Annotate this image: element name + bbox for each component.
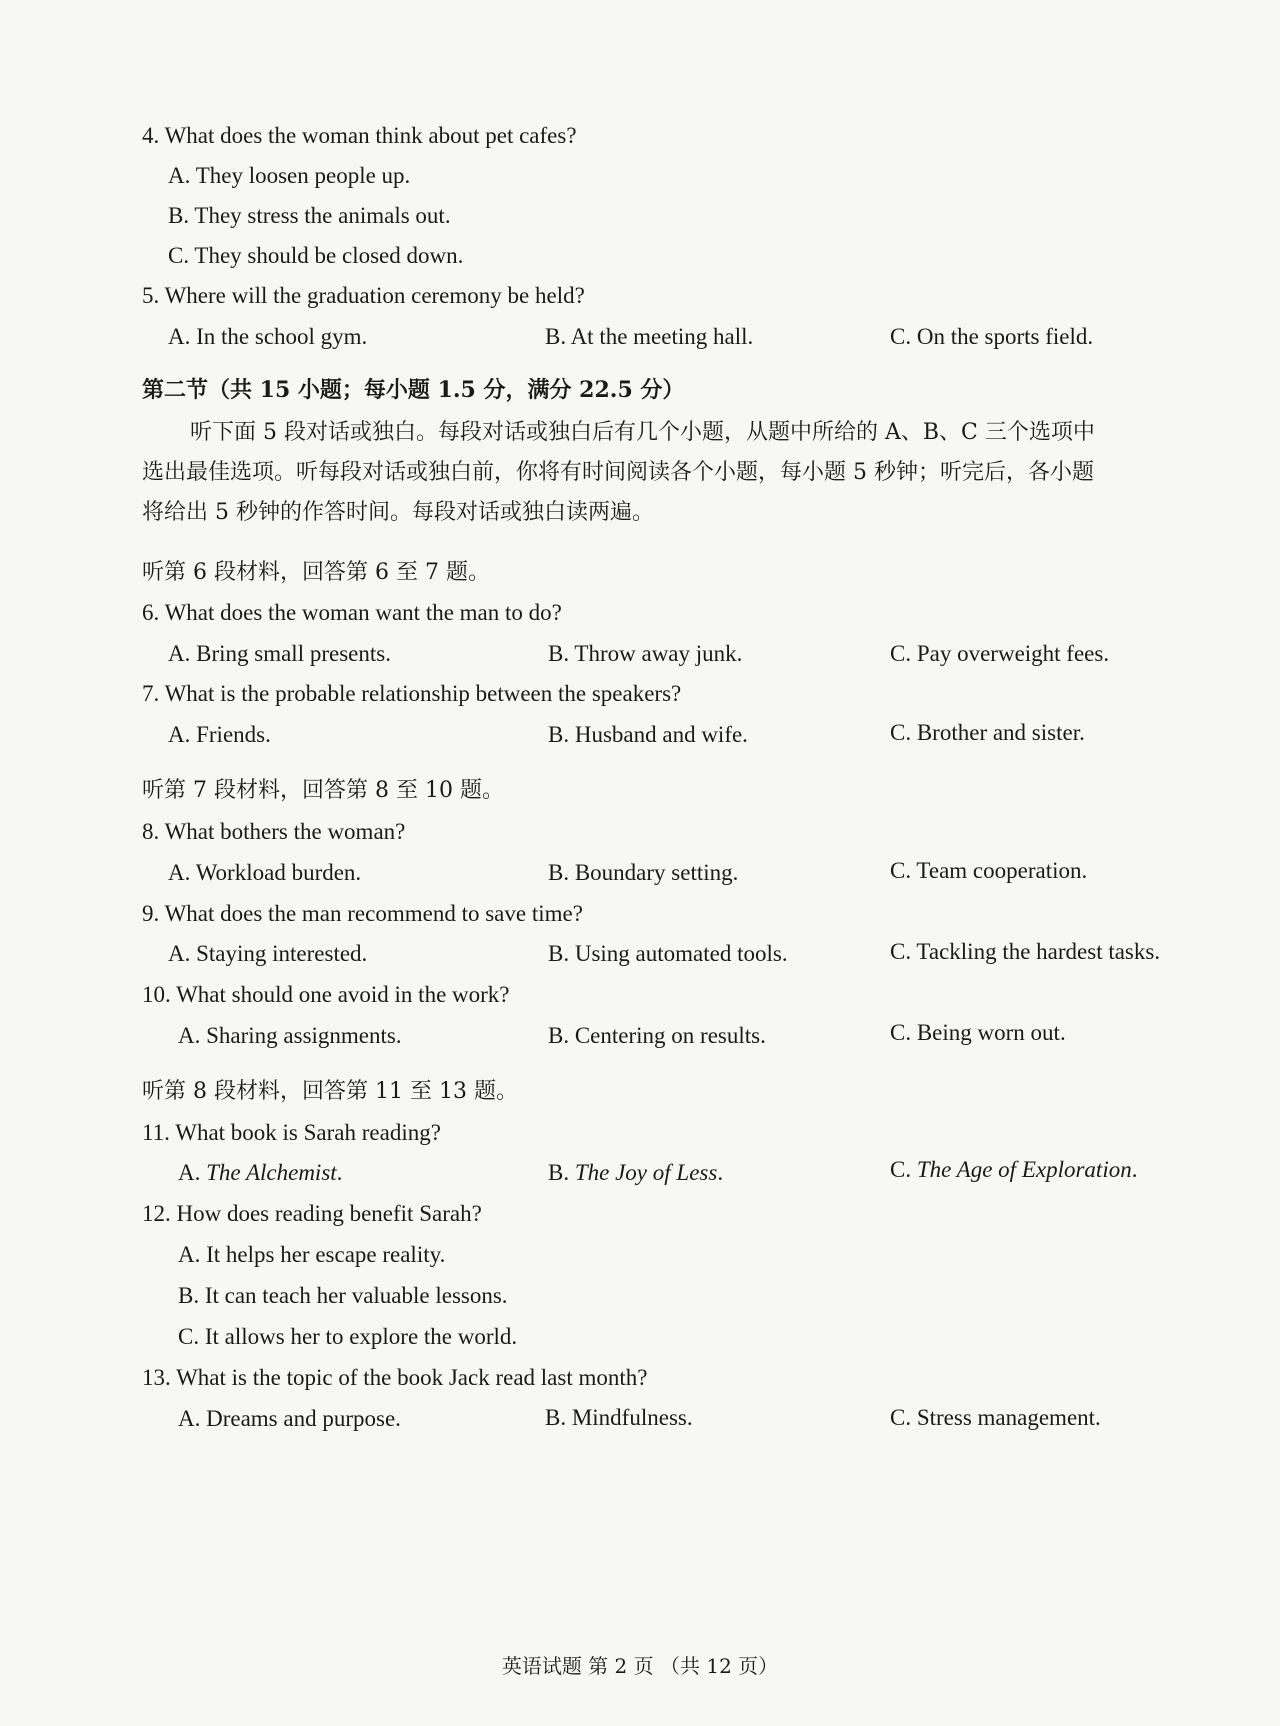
group-8-heading: 听第 8 段材料，回答第 11 至 13 题。 [142,1079,518,1104]
question-9-option-b: B. Using automated tools. [548,941,788,966]
question-11-option-a [178,1158,342,1188]
question-12-option-a: A. It helps her escape reality. [178,1242,446,1267]
question-13-option-c: C. Stress management. [890,1405,1101,1430]
question-10-stem: 10. What should one avoid in the work? [142,982,510,1007]
question-12-option-c: C. It allows her to explore the world. [178,1324,518,1349]
question-10-option-a: A. Sharing assignments. [178,1023,402,1048]
group-6-heading: 听第 6 段材料，回答第 6 至 7 题。 [142,560,490,585]
punctuation: . [1131,1157,1138,1182]
question-13-option-b: B. Mindfulness. [545,1405,693,1430]
question-7-option-a: A. Friends. [168,722,271,747]
option-letter: B. [548,1160,575,1185]
question-11-option-c [890,1155,1137,1185]
question-9-option-a: A. Staying interested. [168,941,368,966]
punctuation: . [717,1160,724,1185]
question-4-option-a: A. They loosen people up. [168,163,411,188]
option-letter: A. [178,1160,207,1185]
book-title: The Joy of Less [574,1160,718,1185]
question-6-option-a: A. Bring small presents. [168,641,391,666]
question-8-option-a: A. Workload burden. [168,860,362,885]
question-8-stem: 8. What bothers the woman? [142,819,406,844]
section-2-instructions-line-3: 将给出 5 秒钟的作答时间。每段对话或独白读两遍。 [142,500,654,525]
question-4-option-c: C. They should be closed down. [168,243,464,268]
question-4-stem: 4. What does the woman think about pet cafes? [142,123,577,148]
section-2-title: 第二节（共 15 小题；每小题 1.5 分，满分 22.5 分） [142,377,685,403]
section-2-instructions-line-1: 听下面 5 段对话或独白。每段对话或独白后有几个小题，从题中所给的 A、B、C 三个选项中 [190,420,1095,445]
book-title: The Alchemist [206,1160,337,1185]
question-12-stem: 12. How does reading benefit Sarah? [142,1201,482,1226]
question-7-option-c: C. Brother and sister. [890,720,1085,745]
group-7-heading: 听第 7 段材料，回答第 8 至 10 题。 [142,778,504,803]
question-13-stem: 13. What is the topic of the book Jack read last month? [142,1365,648,1390]
question-5-option-a: A. In the school gym. [168,324,368,349]
question-13-option-a: A. Dreams and purpose. [178,1406,401,1431]
question-8-option-b: B. Boundary setting. [548,860,739,885]
question-5-stem: 5. Where will the graduation ceremony be held? [142,283,585,308]
section-2-instructions-line-2: 选出最佳选项。听每段对话或独白前，你将有时间阅读各个小题，每小题 5 秒钟；听完后，各小题 [142,460,1094,485]
question-7-stem: 7. What is the probable relationship between the speakers? [142,681,682,706]
question-10-option-c: C. Being worn out. [890,1020,1066,1045]
question-6-option-b: B. Throw away junk. [548,641,743,666]
question-7-option-b: B. Husband and wife. [548,722,748,747]
question-5-option-c: C. On the sports field. [890,324,1094,349]
option-letter: C. [890,1157,917,1182]
question-6-stem: 6. What does the woman want the man to do? [142,600,562,625]
question-6-option-c: C. Pay overweight fees. [890,641,1110,666]
page-footer: 英语试题 第 2 页 （共 12 页） [501,1654,779,1678]
question-4-option-b: B. They stress the animals out. [168,203,451,228]
question-9-option-c: C. Tackling the hardest tasks. [890,939,1161,964]
question-5-option-b: B. At the meeting hall. [545,324,754,349]
question-10-option-b: B. Centering on results. [548,1023,766,1048]
question-11-option-b [548,1158,723,1188]
question-11-stem: 11. What book is Sarah reading? [142,1120,441,1145]
question-9-stem: 9. What does the man recommend to save time? [142,901,583,926]
book-title: The Age of Exploration [916,1157,1132,1182]
punctuation: . [336,1160,343,1185]
question-12-option-b: B. It can teach her valuable lessons. [178,1283,508,1308]
question-8-option-c: C. Team cooperation. [890,858,1088,883]
